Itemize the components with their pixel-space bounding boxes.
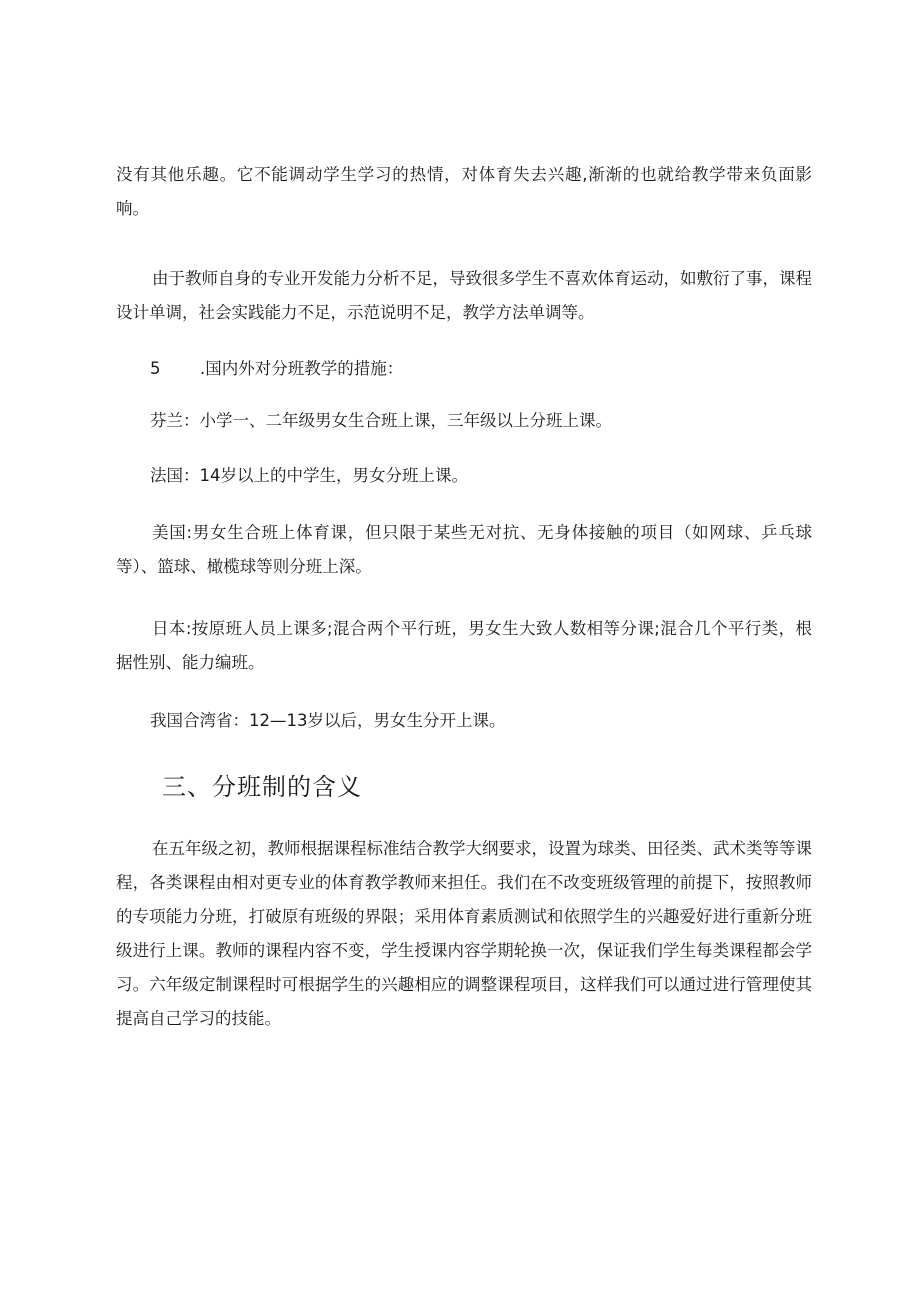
section-5-heading xyxy=(150,352,403,386)
section-3-heading: 三、分班制的含义 xyxy=(162,773,362,801)
section-number: 5 xyxy=(150,359,161,378)
country-finland: 芬兰：小学一、二年级男女生合班上课，三年级以上分班上课。 xyxy=(150,411,612,430)
paragraph-negative-impact: 没有其他乐趣。它不能调动学生学习的热情，对体育失去兴趣,渐渐的也就给教学带来负面影响。 xyxy=(116,165,812,218)
country-japan: 日本:按原班人员上课多;混合两个平行班，男女生大致人数相等分课;混合几个平行类，根据性别、能力编班。 xyxy=(116,619,812,672)
paragraph-teacher-ability: 由于教师自身的专业开发能力分析不足，导致很多学生不喜欢体育运动，如敷衍了事，课程设计单调，社会实践能力不足，示范说明不足，教学方法单调等。 xyxy=(116,269,812,322)
country-usa: 美国:男女生合班上体育课，但只限于某些无对抗、无身体接触的项目（如网球、乒乓球等）、篮球、橄榄球等则分班上深。 xyxy=(116,523,812,576)
section-title: .国内外对分班教学的措施： xyxy=(200,359,404,378)
paragraph-meaning: 在五年级之初，教师根据课程标准结合教学大纲要求，设置为球类、田径类、武术类等等课程，各类课程由相对更专业的体育教学教师来担任。我们在不改变班级管理的前提下，按照教师的专项能力分班，打破原有班级的界限；采用体育素质测试和依照学生的兴趣爱好进行重新分班级进行上课。教师的课程内容不变，学生授课内容学期轮换一次，保证我们学生每类课程都会学习。六年级定制课程时可根据学生的兴趣相应的调整课程项目，这样我们可以通过进行管理使其提高自己学习的技能。 xyxy=(116,839,812,1028)
country-taiwan: 我国合湾省：12—13岁以后，男女生分开上课。 xyxy=(150,711,506,730)
country-france: 法国：14岁以上的中学生，男女分班上课。 xyxy=(150,466,468,485)
